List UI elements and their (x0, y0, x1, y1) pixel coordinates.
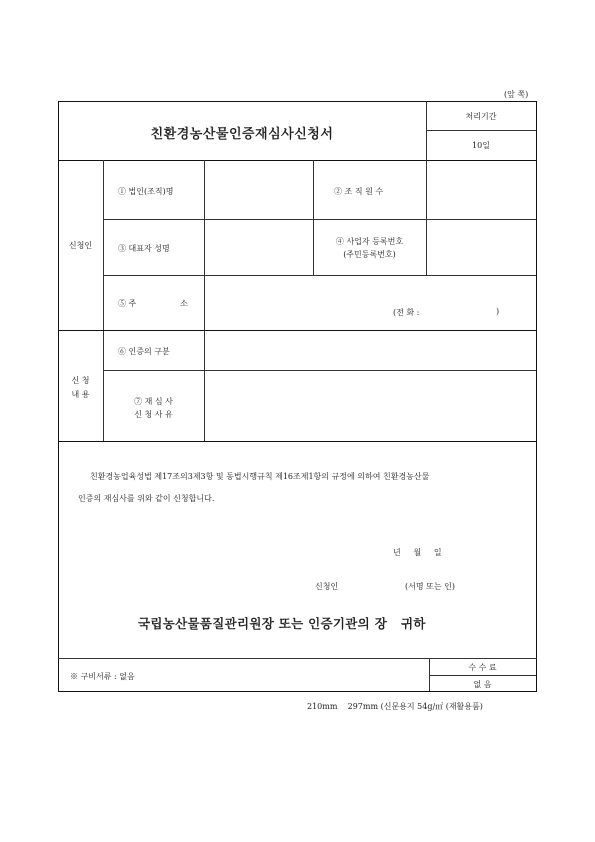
addressee: 국립농산물품질관리원장 또는 인증기관의 장 귀하 (138, 616, 426, 631)
org-size-label: ② 조 직 원 수 (334, 187, 384, 196)
address-label-first: ⑤ 주 (118, 299, 137, 308)
row-divider-1 (103, 219, 536, 220)
signer-note: (서명 또는 인) (405, 582, 455, 591)
form-title: 친환경농산물인증재심사신청서 (150, 127, 334, 142)
biz-reg-label: ④ 사업자 등록번호 (335, 237, 404, 246)
processing-period-label: 처리기간 (465, 112, 497, 121)
table-right-border (536, 101, 537, 692)
row-divider-2 (103, 275, 536, 276)
signer-label: 신청인 (315, 582, 339, 591)
row-divider-3 (103, 370, 536, 371)
table-top-border (58, 101, 537, 102)
fee-divider (429, 675, 536, 676)
address-column (204, 275, 205, 330)
applicant-bottom (58, 330, 537, 331)
org-name-label: ① 법인(조직)명 (118, 187, 174, 196)
fee-value: 없 음 (473, 680, 492, 689)
date-line: 년 월 일 (393, 548, 442, 557)
resident-reg-label: (주민등록번호) (343, 250, 396, 259)
table-bottom-border (58, 691, 537, 692)
cert-type-label: ⑥ 인증의 구분 (118, 347, 170, 356)
paper-spec: 210mm 297mm (신문용지 54g/㎡ (재활용품) (307, 702, 483, 711)
request-value-column (204, 330, 205, 441)
request-bottom (58, 441, 537, 442)
applicant-value-column (204, 160, 205, 275)
processing-period-value: 10일 (472, 141, 490, 150)
reason-label-2: 신 청 사 유 (134, 410, 173, 419)
header-bottom (58, 160, 537, 161)
attachments-note: ※ 구비서류 : 없음 (70, 672, 135, 681)
rep-name-label: ③ 대표자 성명 (118, 244, 170, 253)
request-section-label-2: 내 용 (71, 390, 90, 399)
page-label: (앞 쪽) (504, 90, 529, 99)
statement-line-2: 인증의 재심사를 위와 같이 신청합니다. (78, 494, 215, 503)
applicant-section-label: 신청인 (68, 241, 93, 250)
phone-close: ) (496, 307, 500, 316)
applicant-right-column (426, 160, 427, 275)
fee-label: 수 수 료 (468, 663, 497, 672)
footer-top (58, 658, 537, 659)
processing-divider (426, 130, 536, 131)
reason-label-1: ⑦ 재 심 사 (134, 397, 173, 406)
address-label-second: 소 (180, 299, 188, 308)
phone-label: (전 화 : (393, 308, 420, 317)
statement-line-1: 친환경농업육성법 제17조의3제3항 및 동법시행규칙 제16조제1항의 규정에 의하여 친환경농산물 (90, 472, 430, 481)
request-section-label-1: 신 청 (71, 376, 90, 385)
